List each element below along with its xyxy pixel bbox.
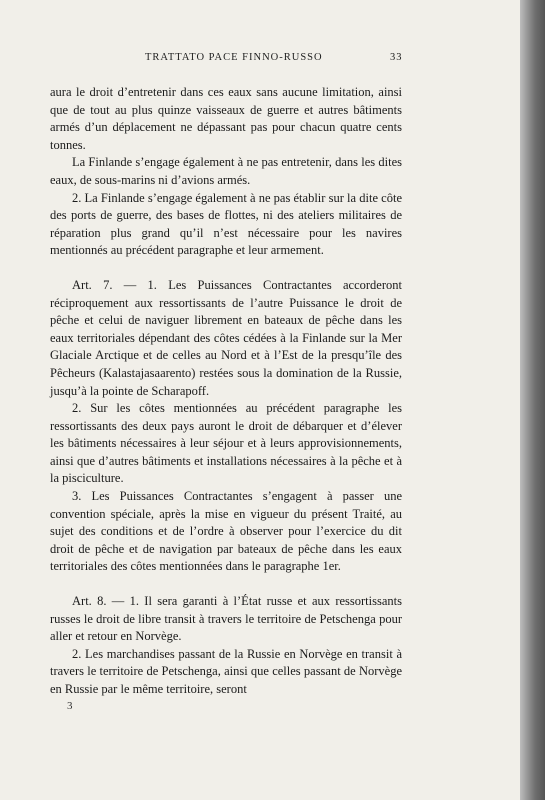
page-number: 33 [390,52,403,63]
article-8-paragraph: Art. 8. — 1. Il sera garanti à l’État russe et aux ressortissants russes le droit de libre transit à travers le territoire de Petschenga pour aller et retour en Norvège. [50,594,402,644]
running-title: TRATTATO PACE FINNO-RUSSO [145,52,323,63]
paragraph: La Finlande s’engage également à ne pas entretenir, dans les dites eaux, de sous-marins ni d’avions armés. [50,155,402,187]
body-text [50,84,402,699]
signature-mark: 3 [67,700,73,712]
article-7-paragraph: Art. 7. — 1. Les Puissances Contractantes accorderont réciproquement aux ressortissants de l’autre Puissance le droit de pêche et celui de naviguer librement en bateaux de pêche dans les eaux territoriales dépendant des côtes cédées à la Finlande sur la Mer Glaciale Arctique et de celles au Nord et à l’Est de la presqu’île des Pêcheurs (Kalastajasaarento) restées sous la domination de la Russie, jusqu’à la pointe de Scharapoff. [50,277,402,398]
paragraph: 3. Les Puissances Contractantes s’engagent à passer une convention spéciale, après la mise en vigueur du présent Traité, au sujet des conditions et de l’ordre à observer pour l’exercice du dit droit de pêche et de navigation par bateaux de pêche dans les eaux territoriales des côtes mentionnées dans le paragraphe 1er. [50,489,402,574]
paragraph: 2. Sur les côtes mentionnées au précédent paragraphe les ressortissants des deux pays auront le droit de débarquer et d’élever les bâtiments nécessaires à leur séjour et à leurs approvisionnements, ainsi que d’autres bâtiments et installations nécessaires à la pêche et à la pisciculture. [50,401,402,486]
paragraph: 2. Les marchandises passant de la Russie en Norvège en transit à travers le territoire de Petschenga, ainsi que celles passant de Norvège en Russie par le même territoire, seront [50,646,402,696]
paragraph: aura le droit d’entretenir dans ces eaux sans aucune limitation, ainsi que de tout au plus quinze vaisseaux de guerre et autres bâtiments armés d’un déplacement ne dépassant pas pour chacun quatre cents tonnes. [50,85,402,152]
section-gap [50,260,402,277]
book-edge-shadow [520,0,545,800]
paragraph: 2. La Finlande s’engage également à ne pas établir sur la dite côte des ports de guerre, des bases de flottes, ni des ateliers militaires de réparation plus grand qu’il n’est nécessaire pour les navires mentionnés au précédent paragraphe et leur armement. [50,190,402,258]
section-gap [50,576,402,593]
